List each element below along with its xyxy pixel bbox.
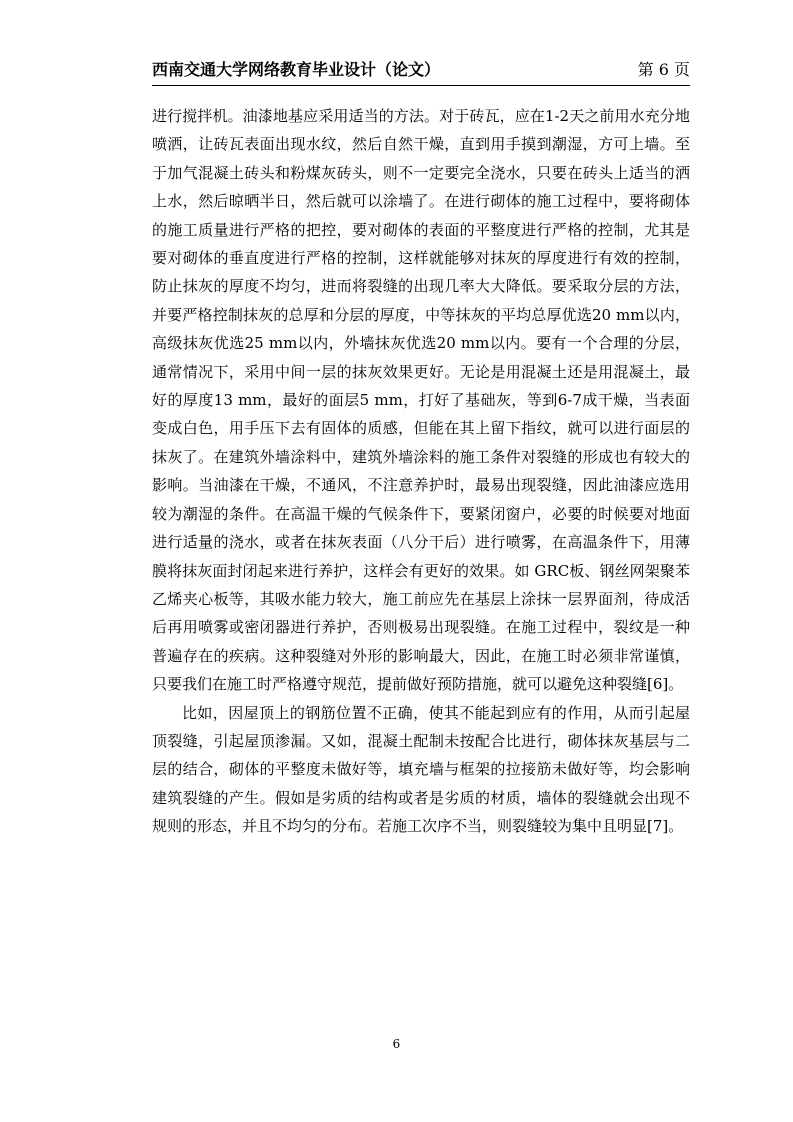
header-divider xyxy=(152,85,690,86)
body-text xyxy=(152,102,690,841)
page-header xyxy=(152,56,690,86)
page-label: 第 6 页 xyxy=(637,60,690,79)
page-number: 6 xyxy=(392,1037,401,1051)
document-title: 西南交通大学网络教育毕业设计（论文） xyxy=(152,60,441,79)
paragraph-continued: 进行搅拌机。油漆地基应采用适当的方法。对于砖瓦，应在1-2天之前用水充分地喷洒，让砖瓦表面出现水纹，然后自然干燥，直到用手摸到潮湿，方可上墙。至于加气混凝土砖头和粉煤灰砖头，则不一定要完全浇水，只要在砖头上适当的洒上水，然后晾晒半日，然后就可以涂墙了。在进行砌体的施工过程中，要将砌体的施工质量进行严格的把控，要对砌体的表面的平整度进行严格的控制，尤其是要对砌体的垂直度进行严格的控制，这样就能够对抹灰的厚度进行有效的控制，防止抹灰的厚度不均匀，进而将裂缝的出现几率大大降低。要采取分层的方法，并要严格控制抹灰的总厚和分层的厚度，中等抹灰的平均总厚优选20 mm以内，高级抹灰优选25 mm以内，外墙抹灰优选20 mm以内。要有一个合理的分层，通常情况下，采用中间一层的抹灰效果更好。无论是用混凝土还是用混凝土，最好的厚度13 mm，最好的面层5 mm，打好了基础灰，等到6-7成干燥，当表面变成白色，用手压下去有固体的质感，但能在其上留下指纹，就可以进行面层的抹灰了。在建筑外墙涂料中，建筑外墙涂料的施工条件对裂缝的形成也有较大的影响。当油漆在干燥，不通风，不注意养护时，最易出现裂缝，因此油漆应选用较为潮湿的条件。在高温干燥的气候条件下，要紧闭窗户，必要的时候要对地面进行适量的浇水，或者在抹灰表面（八分干后）进行喷雾，在高温条件下，用薄膜将抹灰面封闭起来进行养护，这样会有更好的效果。如 GRC板、钢丝网架聚苯乙烯夹心板等，其吸水能力较大，施工前应先在基层上涂抹一层界面剂，待成活后再用喷雾或密闭器进行养护，否则极易出现裂缝。在施工过程中，裂纹是一种普遍存在的疾病。这种裂缝对外形的影响最大，因此，在施工时必须非常谨慎，只要我们在施工时严格遵守规范，提前做好预防措施，就可以避免这种裂缝[6]。 xyxy=(152,107,690,694)
paragraph: 比如，因屋顶上的钢筋位置不正确，使其不能起到应有的作用，从而引起屋顶裂缝，引起屋顶渗漏。又如，混凝土配制未按配合比进行，砌体抹灰基层与二层的结合，砌体的平整度未做好等，填充墙与框架的拉接筋未做好等，均会影响建筑裂缝的产生。假如是劣质的结构或者是劣质的材质，墙体的裂缝就会出现不规则的形态，并且不均匀的分布。若施工次序不当，则裂缝较为集中且明显[7]。 xyxy=(152,703,690,836)
